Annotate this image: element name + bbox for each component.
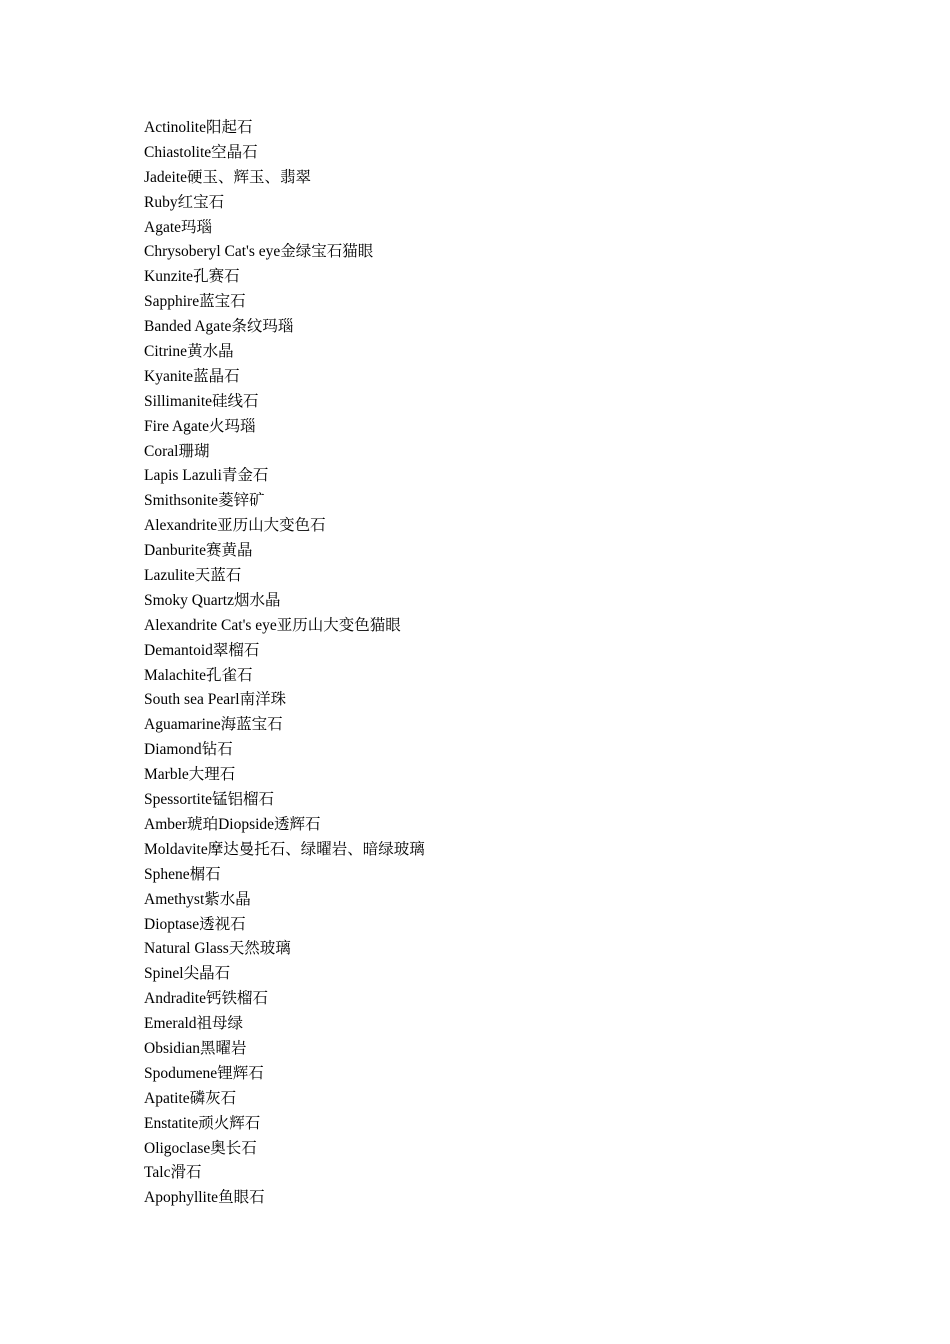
english-term: Aguamarine: [144, 716, 221, 734]
chinese-term: 空晶石: [211, 143, 258, 161]
chinese-term: 硅线石: [212, 392, 259, 410]
glossary-entry: [144, 1037, 425, 1062]
english-term: Banded Agate: [144, 318, 232, 336]
english-term: Demantoid: [144, 641, 213, 659]
glossary-entry: [144, 1112, 425, 1137]
english-term: Sphene: [144, 865, 190, 883]
chinese-term: 火玛瑙: [209, 417, 256, 435]
glossary-entry: [144, 1161, 425, 1186]
glossary-entry: [144, 688, 425, 713]
english-term: Spessortite: [144, 791, 213, 809]
glossary-entry: [144, 962, 425, 987]
glossary-entry: [144, 265, 425, 290]
english-term: South sea Pearl: [144, 691, 240, 709]
chinese-term: 蓝宝石: [199, 293, 246, 311]
chinese-term: 紫水晶: [204, 890, 251, 908]
english-term: Smithsonite: [144, 492, 219, 510]
glossary-entry: [144, 390, 425, 415]
chinese-term: 玛瑙: [181, 218, 213, 236]
glossary-entry: [144, 763, 425, 788]
chinese-term: 菱锌矿: [218, 492, 265, 510]
chinese-term: 青金石: [221, 467, 269, 485]
chinese-term: 蓝晶石: [193, 367, 240, 385]
glossary-entry: [144, 166, 425, 191]
english-term: Ruby: [144, 193, 178, 211]
english-term: Lapis Lazuli: [144, 467, 222, 485]
glossary-entry: [144, 1087, 425, 1112]
glossary-entry: [144, 788, 425, 813]
glossary-entry: [144, 1012, 425, 1037]
english-term: Chiastolite: [144, 143, 212, 161]
chinese-term: 钙铁榴石: [205, 990, 268, 1008]
english-term: Alexandrite Cat's eye: [144, 616, 277, 634]
glossary-entry: [144, 290, 425, 315]
glossary-entry: [144, 539, 425, 564]
chinese-term: 滑石: [170, 1164, 202, 1182]
english-term: Oligoclase: [144, 1139, 211, 1157]
chinese-term: 鱼眼石: [218, 1189, 265, 1207]
chinese-term: 琥珀: [187, 815, 219, 833]
english-term: Alexandrite: [144, 517, 218, 535]
glossary-entry: [144, 191, 425, 216]
english-term: Sapphire: [144, 293, 200, 311]
glossary-entry: [144, 1137, 425, 1162]
chinese-term: 尖晶石: [183, 965, 231, 983]
glossary-entry: [144, 664, 425, 689]
chinese-term: 榍石: [189, 865, 221, 883]
english-term: Fire Agate: [144, 417, 209, 435]
glossary-entry: [144, 738, 425, 763]
english-term: Citrine: [144, 343, 188, 361]
english-term: Natural Glass: [144, 940, 229, 958]
english-term: Danburite: [144, 542, 206, 560]
glossary-entry: [144, 987, 425, 1012]
glossary-entry: [144, 315, 425, 340]
glossary-entry: [144, 888, 425, 913]
english-term: Lazulite: [144, 567, 195, 585]
english-term: Diamond: [144, 741, 202, 759]
english-term: Sillimanite: [144, 392, 213, 410]
chinese-term: 红宝石: [177, 193, 225, 211]
chinese-term: 钻石: [201, 741, 233, 759]
english-term: Amethyst: [144, 890, 205, 908]
chinese-term: 天蓝石: [194, 567, 242, 585]
chinese-term: 翠榴石: [212, 641, 260, 659]
english-term: Coral: [144, 442, 179, 460]
english-term: Kunzite: [144, 268, 194, 286]
english-term: Marble: [144, 766, 189, 784]
glossary-entry: [144, 937, 425, 962]
english-term: Amber: [144, 815, 188, 833]
chinese-term: 摩达曼托石、绿曜岩、暗绿玻璃: [207, 840, 425, 858]
glossary-entry: [144, 141, 425, 166]
glossary-entry: [144, 340, 425, 365]
glossary-entry: [144, 216, 425, 241]
chinese-term: 条纹玛瑙: [231, 318, 294, 336]
glossary-entry: [144, 913, 425, 938]
chinese-term: 金绿宝石猫眼: [280, 243, 374, 261]
gemstone-glossary-list: [144, 116, 425, 1211]
glossary-entry: [144, 863, 425, 888]
english-term: Andradite: [144, 990, 206, 1008]
glossary-entry: [144, 440, 425, 465]
chinese-term: 奥长石: [210, 1139, 257, 1157]
english-term: Emerald: [144, 1015, 197, 1033]
english-term: Spinel: [144, 965, 184, 983]
glossary-entry: [144, 1062, 425, 1087]
glossary-entry: [144, 564, 425, 589]
english-term: Talc: [144, 1164, 171, 1182]
chinese-term: 黄水晶: [187, 343, 234, 361]
english-term: Chrysoberyl Cat's eye: [144, 243, 281, 261]
english-term: Kyanite: [144, 367, 194, 385]
chinese-term: 孔赛石: [193, 268, 240, 286]
glossary-entry: [144, 589, 425, 614]
chinese-term: 大理石: [188, 766, 236, 784]
chinese-term: 珊瑚: [178, 442, 210, 460]
glossary-entry: [144, 240, 425, 265]
english-term: Obsidian: [144, 1039, 200, 1057]
glossary-entry: [144, 514, 425, 539]
glossary-entry: [144, 639, 425, 664]
chinese-term: 锂辉石: [217, 1064, 264, 1082]
chinese-term: 硬玉、辉玉、翡翠: [187, 168, 312, 186]
english-term: Apatite: [144, 1089, 190, 1107]
english-term: Enstatite: [144, 1114, 199, 1132]
chinese-term: 天然玻璃: [228, 940, 291, 958]
english-term: Spodumene: [144, 1064, 218, 1082]
chinese-term: 烟水晶: [233, 591, 281, 609]
glossary-entry: [144, 365, 425, 390]
chinese-term: 黑曜岩: [199, 1039, 247, 1057]
glossary-entry: [144, 489, 425, 514]
chinese-term: 孔雀石: [205, 666, 253, 684]
glossary-entry: [144, 614, 425, 639]
chinese-term: 祖母绿: [196, 1015, 244, 1033]
english-term: Moldavite: [144, 840, 208, 858]
glossary-entry: [144, 713, 425, 738]
chinese-term: 南洋珠: [239, 691, 287, 709]
english-term: Agate: [144, 218, 182, 236]
english-term-second: Diopside: [218, 815, 275, 833]
chinese-term: 亚历山大变色猫眼: [276, 616, 401, 634]
chinese-term: 阳起石: [206, 119, 253, 136]
english-term: Malachite: [144, 666, 206, 684]
english-term: Smoky Quartz: [144, 591, 234, 609]
chinese-term: 海蓝宝石: [220, 716, 283, 734]
glossary-entry: [144, 838, 425, 863]
chinese-term: 锰铝榴石: [212, 791, 275, 809]
english-term: Apophyllite: [144, 1189, 219, 1207]
chinese-term: 赛黄晶: [205, 542, 253, 560]
glossary-entry: [144, 1186, 425, 1211]
glossary-entry: [144, 415, 425, 440]
english-term: Jadeite: [144, 168, 188, 186]
chinese-term-second: 透辉石: [274, 815, 321, 833]
glossary-entry: [144, 813, 425, 838]
english-term: Dioptase: [144, 915, 200, 933]
glossary-entry: [144, 464, 425, 489]
english-term: Actinolite: [144, 119, 206, 136]
chinese-term: 磷灰石: [189, 1089, 237, 1107]
glossary-entry: [144, 116, 425, 141]
chinese-term: 顽火辉石: [198, 1114, 261, 1132]
chinese-term: 透视石: [199, 915, 246, 933]
chinese-term: 亚历山大变色石: [217, 517, 326, 535]
